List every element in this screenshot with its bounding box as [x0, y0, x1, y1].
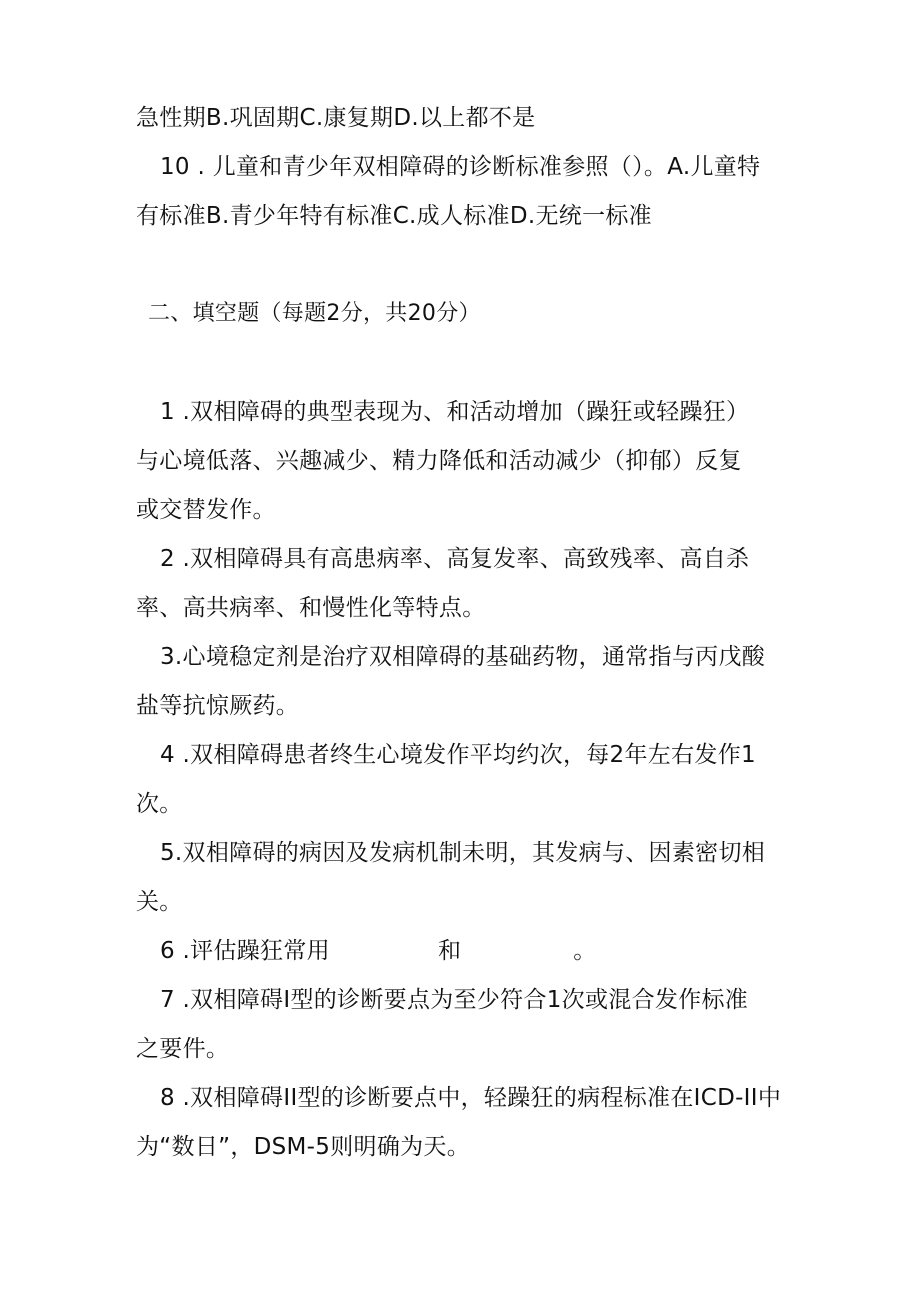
q7-line-1: 7 .双相障碍I型的诊断要点为至少符合1次或混合发作标准 — [160, 987, 749, 1013]
q4-line-2: 次。 — [136, 791, 183, 817]
q3-line-1: 3.心境稳定剂是治疗双相障碍的基础药物，通常指与丙戊酸 — [160, 644, 766, 670]
q8-line-1: 8 .双相障碍II型的诊断要点中，轻躁狂的病程标准在ICD-II中 — [160, 1085, 782, 1111]
q9-options-text: 急性期B.巩固期C.康复期D.以上都不是 — [136, 105, 536, 131]
q3-line-2: 盐等抗惊厥药。 — [136, 693, 300, 719]
q1-line-3: 或交替发作。 — [136, 497, 276, 523]
q1-line-1: 1 .双相障碍的典型表现为、和活动增加（躁狂或轻躁狂） — [160, 399, 750, 425]
q8-line-2: 为“数日”，DSM-5则明确为天。 — [136, 1134, 471, 1160]
q5-line-2: 关。 — [136, 889, 183, 915]
section-title-fill-in: 二、填空题（每题2分，共20分） — [148, 301, 481, 326]
q6-part-2: 和 — [437, 938, 462, 964]
q6-line — [160, 936, 597, 966]
q2-line-2: 率、高共病率、和慢性化等特点。 — [136, 595, 486, 621]
q2-line-1: 2 .双相障碍具有高患病率、高复发率、高致残率、高自杀 — [160, 546, 750, 572]
q4-line-1: 4 .双相障碍患者终生心境发作平均约次，每2年左右发作1 — [160, 742, 756, 768]
q6-part-1: 6 .评估躁狂常用 — [160, 938, 330, 964]
q1-line-2: 与心境低落、兴趣减少、精力降低和活动减少（抑郁）反复 — [136, 448, 742, 474]
q6-part-3: 。 — [573, 938, 597, 964]
q10-line-2: 有标准B.青少年特有标准C.成人标准D.无统一标准 — [136, 203, 652, 229]
q5-line-1: 5.双相障碍的病因及发病机制未明，其发病与、因素密切相 — [160, 840, 766, 866]
q7-line-2: 之要件。 — [136, 1036, 230, 1062]
q10-line-1: 10 . 儿童和青少年双相障碍的诊断标准参照（）。A.儿童特 — [160, 154, 761, 180]
